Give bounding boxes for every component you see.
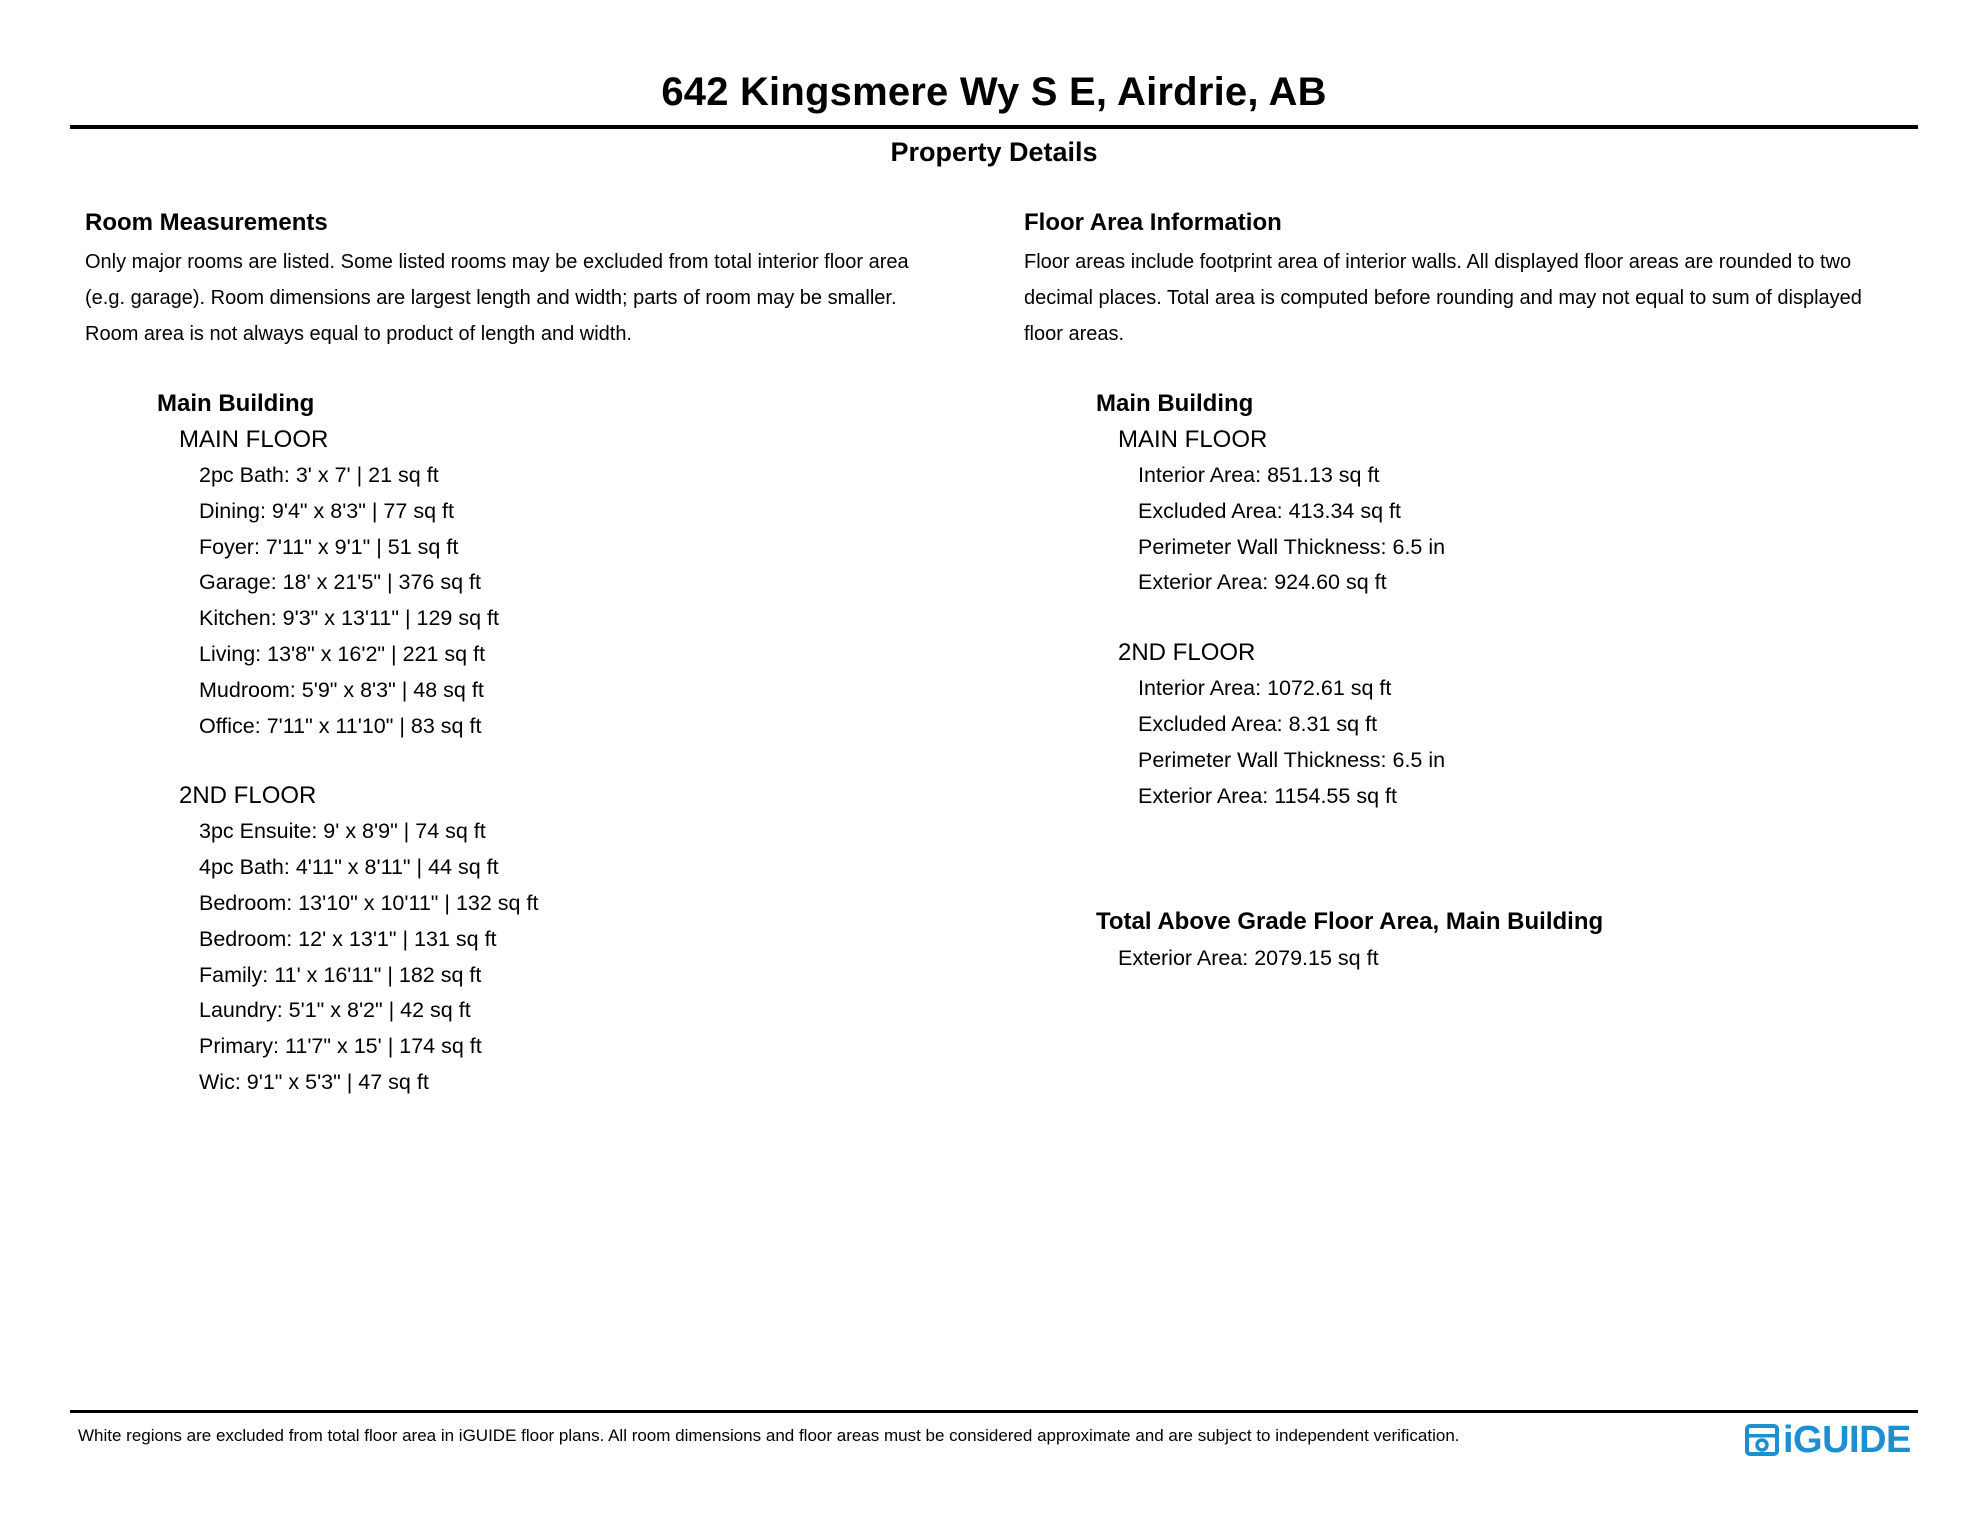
area-item: Interior Area: 1072.61 sq ft (1138, 676, 1392, 701)
room-item: Family: 11' x 16'11" | 182 sq ft (199, 962, 482, 987)
room-item: Living: 13'8" x 16'2" | 221 sq ft (199, 641, 486, 666)
iguide-logo (1745, 1418, 1911, 1462)
floor-heading-main: MAIN FLOOR (179, 426, 329, 453)
area-item: Exterior Area: 1154.55 sq ft (1138, 783, 1397, 808)
building-heading: Main Building (157, 390, 315, 417)
building-heading: Main Building (1096, 390, 1254, 417)
room-item: Laundry: 5'1" x 8'2" | 42 sq ft (199, 998, 471, 1023)
description-line: floor areas. (1024, 323, 1125, 345)
floor-heading-second: 2ND FLOOR (1118, 639, 1256, 667)
room-item: Office: 7'11" x 11'10" | 83 sq ft (199, 713, 482, 738)
page-subtitle: Property Details (890, 137, 1098, 167)
iguide-camera-icon (1745, 1422, 1779, 1458)
area-item: Excluded Area: 413.34 sq ft (1138, 498, 1401, 523)
area-item: Exterior Area: 924.60 sq ft (1138, 570, 1387, 595)
page-title: 642 Kingsmere Wy S E, Airdrie, AB (661, 70, 1327, 114)
floor-area-description (1024, 244, 1924, 352)
room-item: Mudroom: 5'9" x 8'3" | 48 sq ft (199, 677, 484, 702)
room-item: Primary: 11'7" x 15' | 174 sq ft (199, 1034, 482, 1059)
room-item: 2pc Bath: 3' x 7' | 21 sq ft (199, 463, 439, 487)
floor-area-section (1024, 206, 1924, 976)
room-measurements-description (85, 244, 995, 352)
room-item: Wic: 9'1" x 5'3" | 47 sq ft (199, 1069, 429, 1094)
title-divider (70, 125, 1918, 129)
floor-area-heading: Floor Area Information (1024, 209, 1282, 236)
floor-heading-main: MAIN FLOOR (1118, 426, 1268, 453)
footer-divider (70, 1410, 1918, 1413)
description-line: Room area is not always equal to product of length and width. (85, 323, 632, 345)
room-item: Foyer: 7'11" x 9'1" | 51 sq ft (199, 534, 459, 559)
room-item: Garage: 18' x 21'5" | 376 sq ft (199, 570, 481, 595)
area-item: Perimeter Wall Thickness: 6.5 in (1138, 534, 1446, 559)
footer-disclaimer: White regions are excluded from total floor area in iGUIDE floor plans. All room dimensions and floor areas must be considered approximate and are subject to independent verification. (78, 1426, 1460, 1445)
logo-text: iGUIDE (1783, 1418, 1911, 1461)
description-line: (e.g. garage). Room dimensions are largest length and width; parts of room may be smaller. (85, 287, 897, 309)
room-item: Bedroom: 12' x 13'1" | 131 sq ft (199, 926, 497, 951)
area-item: Excluded Area: 8.31 sq ft (1138, 711, 1378, 736)
room-item: Bedroom: 13'10" x 10'11" | 132 sq ft (199, 890, 539, 915)
room-item: 4pc Bath: 4'11" x 8'11" | 44 sq ft (199, 855, 499, 880)
total-area-heading: Total Above Grade Floor Area, Main Building (1096, 908, 1604, 936)
floor-heading-second: 2ND FLOOR (179, 782, 317, 810)
room-item: 3pc Ensuite: 9' x 8'9" | 74 sq ft (199, 819, 486, 844)
description-line: Only major rooms are listed. Some listed rooms may be excluded from total interior floor area (85, 251, 909, 273)
description-line: decimal places. Total area is computed before rounding and may not equal to sum of displayed (1024, 287, 1862, 309)
area-item: Perimeter Wall Thickness: 6.5 in (1138, 747, 1446, 772)
room-item: Kitchen: 9'3" x 13'11" | 129 sq ft (199, 606, 499, 631)
room-item: Dining: 9'4" x 8'3" | 77 sq ft (199, 498, 454, 523)
room-measurements-section (85, 206, 995, 1101)
description-line: Floor areas include footprint area of interior walls. All displayed floor areas are rounded to two (1024, 251, 1852, 273)
room-measurements-heading: Room Measurements (85, 209, 328, 236)
area-item: Interior Area: 851.13 sq ft (1138, 463, 1380, 487)
total-area-value: Exterior Area: 2079.15 sq ft (1118, 946, 1379, 971)
